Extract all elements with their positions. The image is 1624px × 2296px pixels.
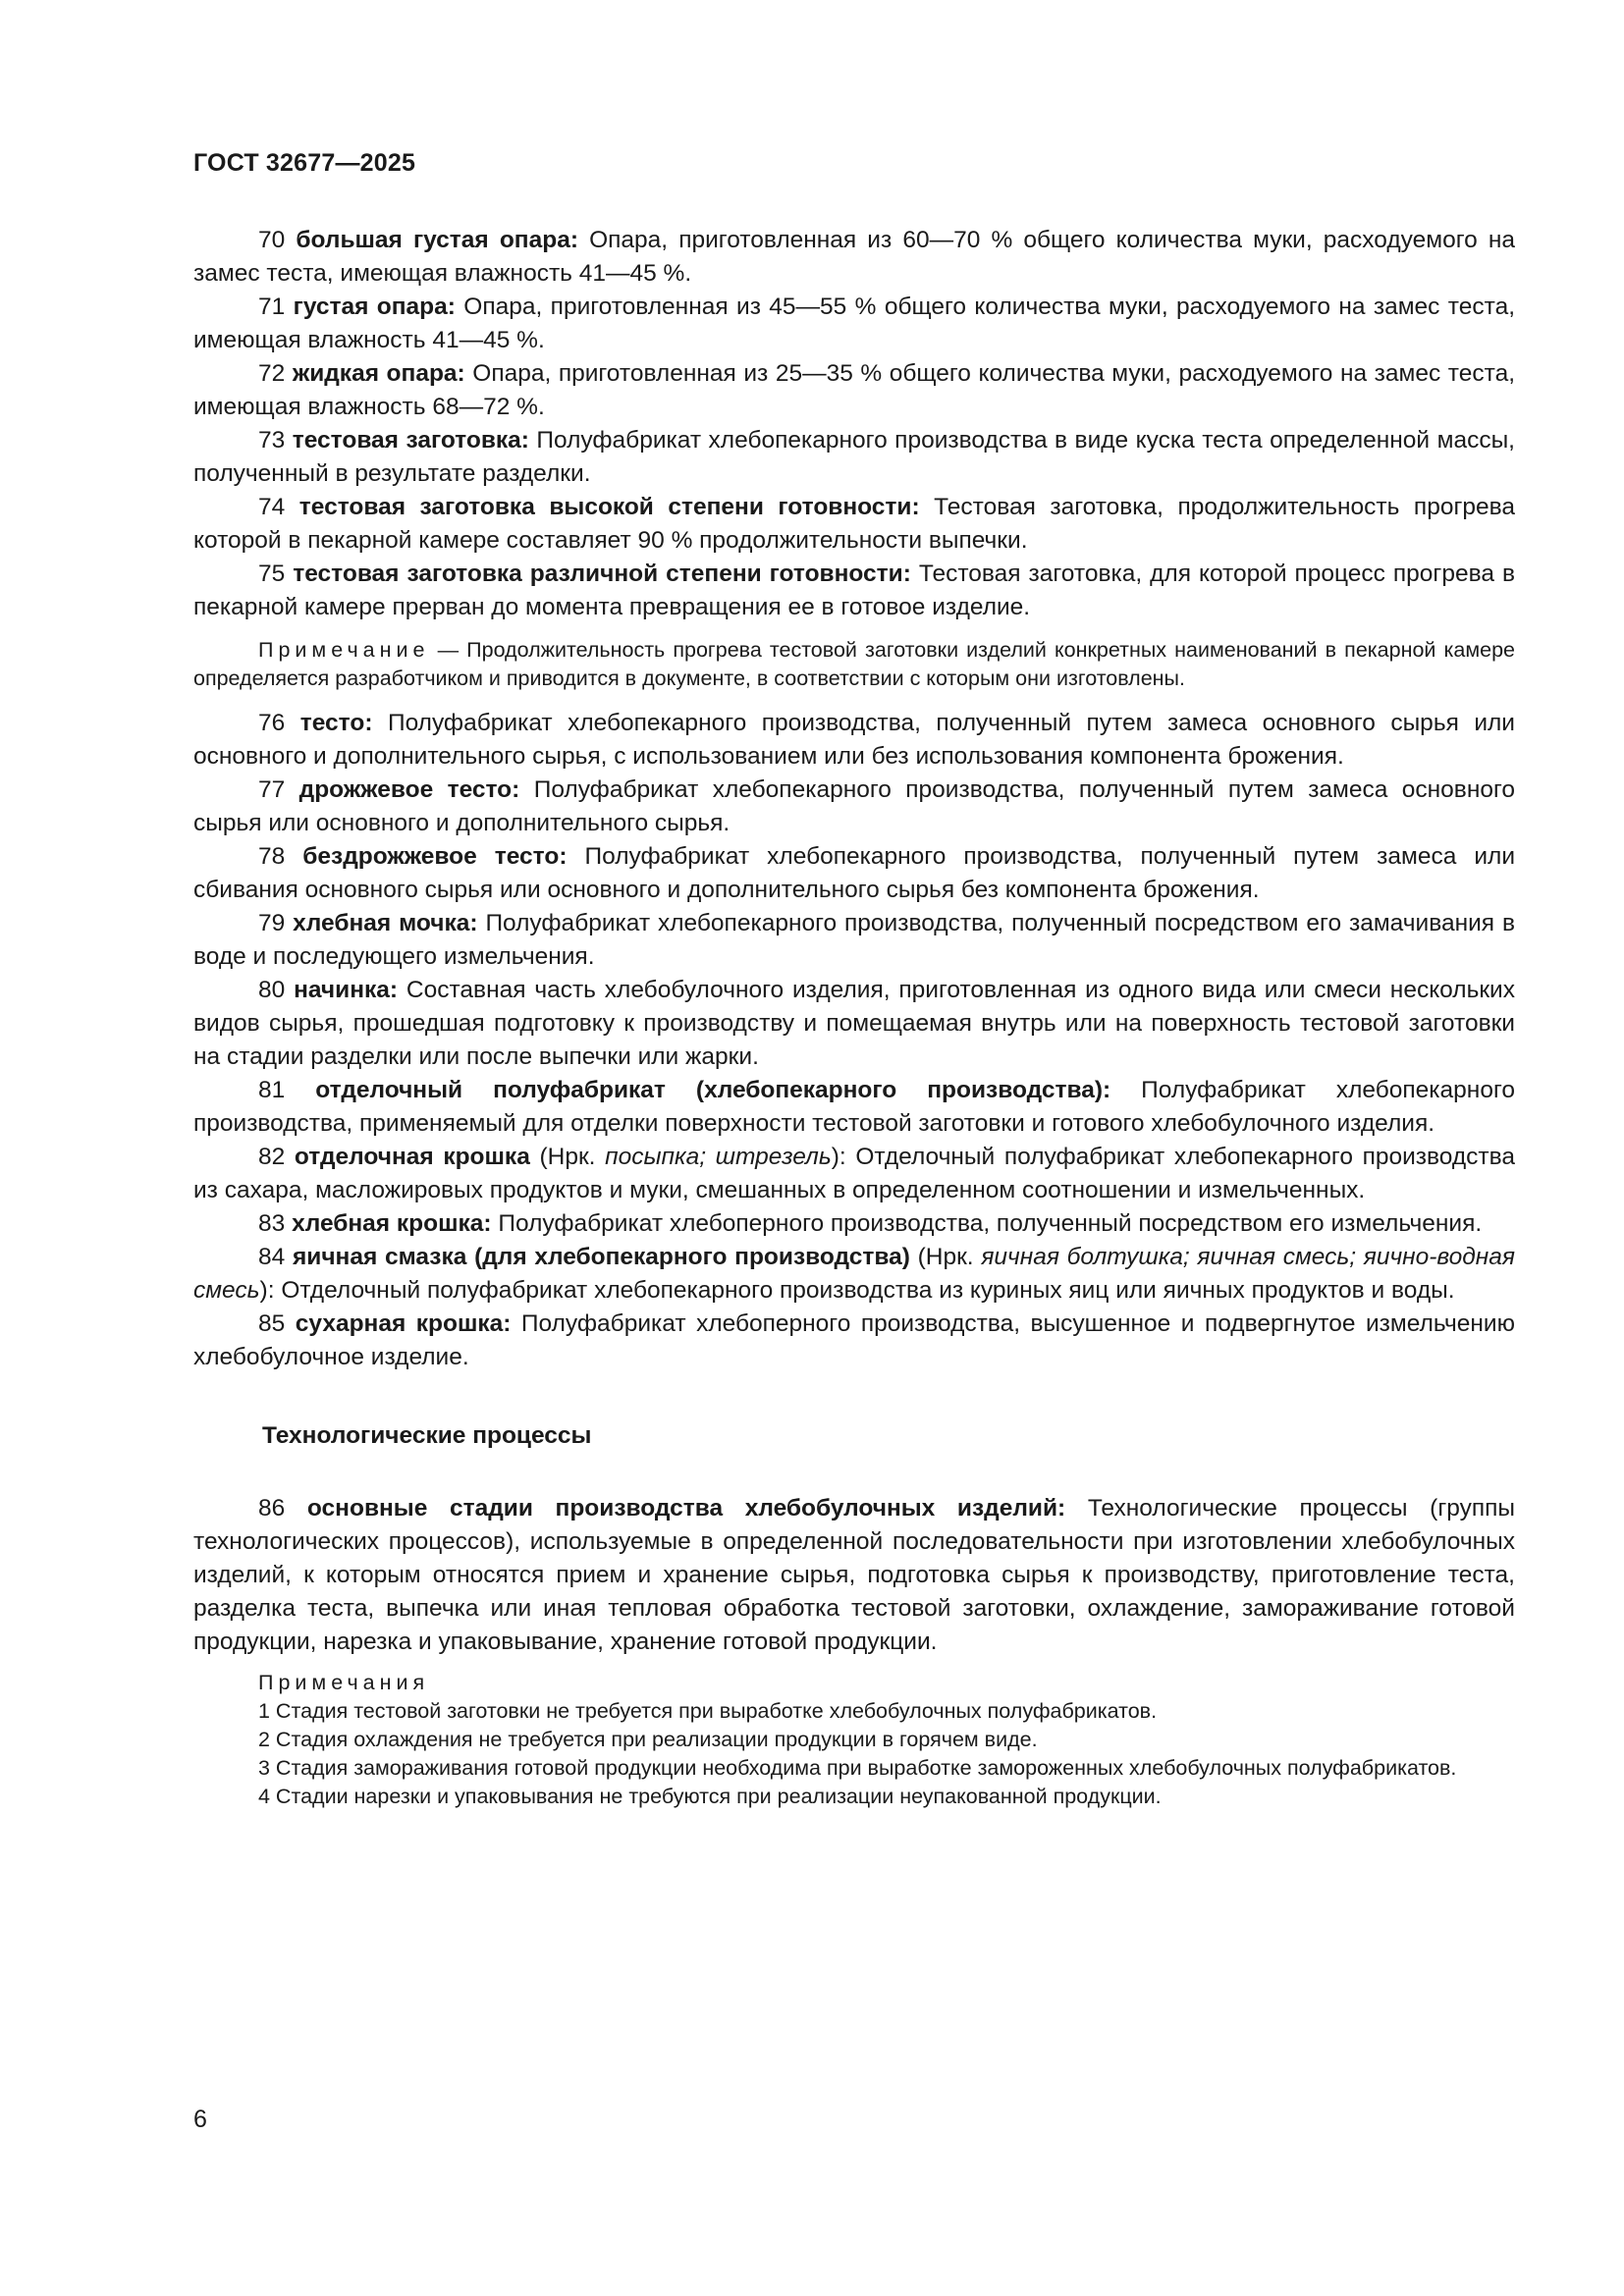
note-text: — Продолжительность прогрева тестовой заготовки изделий конкретных наименований в пекарной камере определяется разработчиком и приводится в документе, в соответствии с которым они изготовлены.: [193, 638, 1515, 690]
term-83: [193, 1207, 1515, 1241]
term-number: 77: [258, 776, 286, 803]
term-number: 86: [258, 1495, 286, 1522]
term-82: [193, 1141, 1515, 1207]
term-definition: Полуфабрикат хлебоперного производства, полученный посредством его измельчения.: [498, 1210, 1483, 1237]
nrk-terms: яичная болтушка; яичная смесь; яично-водная смесь: [193, 1244, 1516, 1304]
term-number: 75: [258, 561, 286, 587]
term-71: [193, 291, 1515, 357]
term-name: отделочный полуфабрикат (хлебопекарного производства):: [315, 1077, 1111, 1103]
section-heading: Технологические процессы: [262, 1422, 592, 1449]
term-76: [193, 707, 1515, 774]
term-name: дрожжевое тесто:: [298, 776, 520, 803]
nrk-prefix: (Нрк.: [917, 1244, 982, 1270]
term-81: [193, 1074, 1515, 1141]
term-name: тестовая заготовка высокой степени готовности:: [298, 494, 920, 520]
note-label: Примечание: [258, 638, 430, 662]
document-header: ГОСТ 32677—2025: [193, 149, 416, 177]
term-73: [193, 424, 1515, 491]
term-86: [193, 1492, 1515, 1659]
term-number: 71: [258, 294, 286, 320]
term-number: 84: [258, 1244, 286, 1270]
term-name: бездрожжевое тесто:: [302, 843, 568, 870]
notes-86: [193, 1669, 1515, 1811]
term-number: 80: [258, 977, 286, 1003]
term-definition: Полуфабрикат хлебопекарного производства, полученный посредством его замачивания в воде и последующего измельчения.: [193, 910, 1515, 970]
term-name: хлебная крошка:: [292, 1210, 492, 1237]
term-number: 74: [258, 494, 286, 520]
note-item: 2 Стадия охлаждения не требуется при реализации продукции в горячем виде.: [258, 1728, 1038, 1751]
nrk-suffix: ):: [259, 1277, 275, 1304]
term-number: 85: [258, 1310, 286, 1337]
term-number: 79: [258, 910, 286, 936]
term-name: тестовая заготовка различной степени готовности:: [293, 561, 911, 587]
term-number: 70: [258, 227, 286, 253]
term-definition: Составная часть хлебобулочного изделия, приготовленная из одного вида или смеси нескольких видов сырья, прошедшая подготовку к производству и помещаемая внутрь или на поверхность тестовой заготовки на стадии разделки или после выпечки или жарки.: [193, 977, 1515, 1070]
term-name: начинка:: [294, 977, 399, 1003]
term-definition: Опара, приготовленная из 45—55 % общего количества муки, расходуемого на замес теста, имеющая влажность 41—45 %.: [193, 294, 1515, 353]
term-definition: Полуфабрикат хлебопекарного производства в виде куска теста определенной массы, полученный в результате разделки.: [193, 427, 1515, 487]
term-name: тестовая заготовка:: [292, 427, 529, 454]
term-72: [193, 357, 1515, 424]
term-number: 83: [258, 1210, 286, 1237]
term-name: сухарная крошка:: [295, 1310, 512, 1337]
term-name: яичная смазка (для хлебопекарного производства): [292, 1244, 910, 1270]
notes-title: Примечания: [258, 1671, 430, 1694]
term-name: отделочная крошка: [294, 1144, 530, 1170]
page-number: 6: [193, 2106, 207, 2133]
term-definition: Полуфабрикат хлебоперного производства, высушенное и подвергнутое измельчению хлебобулочное изделие.: [193, 1310, 1515, 1370]
term-name: большая густая опара:: [296, 227, 578, 253]
term-definition: Технологические процессы (группы технологических процессов), используемые в определенной последовательности при изготовлении хлебобулочных изделий, к которым относятся прием и хранение сырья, подготовка сырья к производству, приготовление теста, разделка теста, выпечка или иная тепловая обработка тестовой заготовки, охлаждение, замораживание готовой продукции, нарезка и упаковывание, хранение готовой продукции.: [193, 1495, 1516, 1655]
term-80: [193, 974, 1515, 1074]
term-name: густая опара:: [293, 294, 456, 320]
term-84: [193, 1241, 1515, 1308]
term-70: [193, 224, 1515, 291]
term-number: 82: [258, 1144, 286, 1170]
note-item: 4 Стадии нарезки и упаковывания не требуются при реализации неупакованной продукции.: [258, 1785, 1162, 1808]
term-definition: Полуфабрикат хлебопекарного производства, применяемый для отделки поверхности тестовой заготовки и готового хлебобулочного изделия.: [193, 1077, 1515, 1137]
term-definition: Отделочный полуфабрикат хлебопекарного производства из сахара, масложировых продуктов и муки, смешанных в определенном соотношении и измельченных.: [193, 1144, 1516, 1203]
term-definition: Полуфабрикат хлебопекарного производства, полученный путем замеса или сбивания основного сырья или основного и дополнительного сырья без компонента брожения.: [193, 843, 1516, 903]
term-definition: Опара, приготовленная из 60—70 % общего количества муки, расходуемого на замес теста, имеющая влажность 41—45 %.: [193, 227, 1515, 287]
term-number: 76: [258, 710, 286, 736]
term-definition: Опара, приготовленная из 25—35 % общего количества муки, расходуемого на замес теста, имеющая влажность 68—72 %.: [193, 360, 1516, 420]
term-name: жидкая опара:: [292, 360, 465, 387]
document-body: [193, 224, 1515, 1811]
note-item: 1 Стадия тестовой заготовки не требуется при выработке хлебобулочных полуфабрикатов.: [258, 1699, 1158, 1723]
term-name: тесто:: [299, 710, 373, 736]
note-item: 3 Стадия замораживания готовой продукции необходима при выработке замороженных хлебобулочных полуфабрикатов.: [258, 1756, 1457, 1780]
term-number: 78: [258, 843, 286, 870]
nrk-prefix: (Нрк.: [539, 1144, 606, 1170]
term-name: основные стадии производства хлебобулочных изделий:: [306, 1495, 1066, 1522]
term-78: [193, 840, 1515, 907]
term-definition: Тестовая заготовка, для которой процесс прогрева в пекарной камере прерван до момента превращения ее в готовое изделие.: [193, 561, 1515, 620]
nrk-suffix: ):: [831, 1144, 846, 1170]
term-74: [193, 491, 1515, 558]
term-85: [193, 1308, 1515, 1374]
nrk-terms: посыпка; штрезель: [605, 1144, 832, 1170]
term-75: [193, 558, 1515, 624]
term-number: 72: [258, 360, 286, 387]
note-75: [193, 636, 1515, 693]
term-79: [193, 907, 1515, 974]
term-definition: Тестовая заготовка, продолжительность прогрева которой в пекарной камере составляет 90 % продолжительности выпечки.: [193, 494, 1515, 554]
term-number: 81: [258, 1077, 286, 1103]
term-number: 73: [258, 427, 286, 454]
term-definition: Полуфабрикат хлебопекарного производства, полученный путем замеса основного сырья или основного и дополнительного сырья.: [193, 776, 1516, 836]
term-definition: Отделочный полуфабрикат хлебопекарного производства из куриных яиц или яичных продуктов и воды.: [281, 1277, 1455, 1304]
term-definition: Полуфабрикат хлебопекарного производства, полученный путем замеса основного сырья или основного и дополнительного сырья, с использованием или без использования компонента брожения.: [193, 710, 1515, 770]
term-77: [193, 774, 1515, 840]
term-name: хлебная мочка:: [293, 910, 478, 936]
